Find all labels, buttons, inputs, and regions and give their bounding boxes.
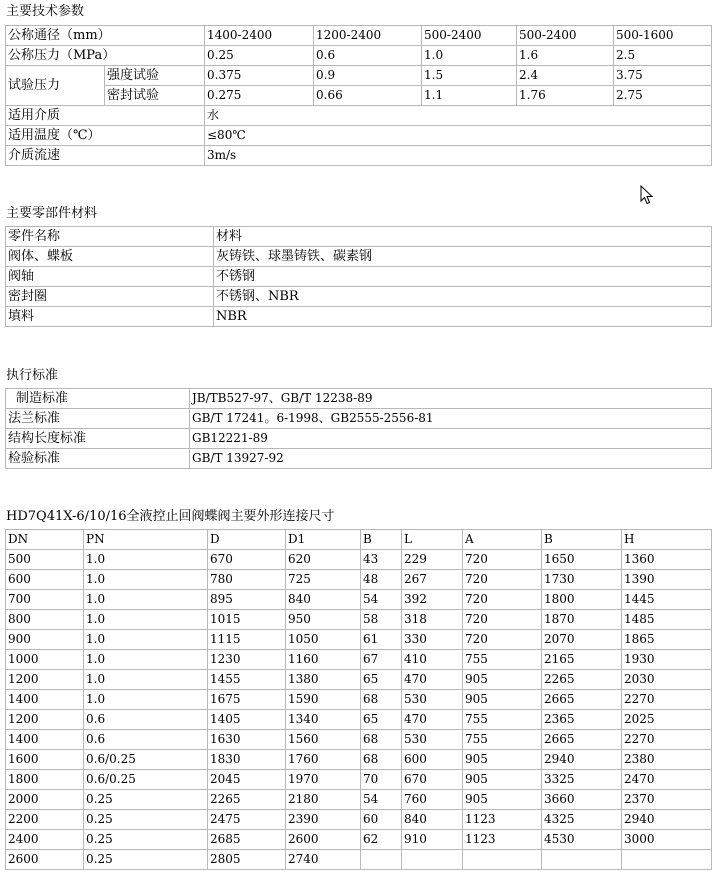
table-cell: 1.0: [84, 610, 208, 630]
table-cell: 54: [361, 790, 402, 810]
table-cell: 2665: [542, 730, 622, 750]
table-cell: 2380: [622, 750, 712, 770]
section-title-dimensions: HD7Q41X-6/10/16全液控止回阀蝶阀主要外形连接尺寸: [6, 509, 335, 524]
table-cell: 60: [361, 810, 402, 830]
table-cell: 密封圈: [6, 287, 214, 307]
table-cell: 1.0: [84, 590, 208, 610]
column-header: L: [402, 530, 463, 550]
table-row: [6, 389, 712, 409]
table-cell: 1930: [622, 650, 712, 670]
table-row: [6, 449, 712, 469]
table-cell: 755: [463, 730, 542, 750]
column-header: D: [208, 530, 286, 550]
table-row: 适用介质 水: [6, 106, 712, 126]
table-cell: 1400: [6, 730, 84, 750]
table-cell: 755: [463, 710, 542, 730]
table-cell: 检验标准: [6, 449, 190, 469]
table-cell: 2475: [208, 810, 286, 830]
table-cell: 1360: [622, 550, 712, 570]
table-cell: 760: [402, 790, 463, 810]
table-cell: 0.25: [84, 790, 208, 810]
table-cell: 2270: [622, 690, 712, 710]
table-cell: 2165: [542, 650, 622, 670]
table-cell: 2685: [208, 830, 286, 850]
table-cell: 905: [463, 770, 542, 790]
table-cell: 905: [463, 790, 542, 810]
table-cell: 阀体、蝶板: [6, 247, 214, 267]
table-cell: 1830: [208, 750, 286, 770]
table-cell: 1760: [286, 750, 361, 770]
table-row: 试验压力 强度试验 0.375 0.9 1.5 2.4 3.75: [6, 66, 712, 86]
table-cell: 1870: [542, 610, 622, 630]
table-cell: [463, 850, 542, 870]
table-cell: 720: [463, 610, 542, 630]
table-row: [6, 287, 712, 307]
column-header: DN: [6, 530, 84, 550]
table-cell: 2600: [6, 850, 84, 870]
table-cell: 1.0: [84, 550, 208, 570]
table-cell: 1560: [286, 730, 361, 750]
table-cell: 2665: [542, 690, 622, 710]
table-cell: 318: [402, 610, 463, 630]
table-cell: 720: [463, 550, 542, 570]
table-cell: 法兰标准: [6, 409, 190, 429]
table-cell: GB12221-89: [190, 429, 712, 449]
table-cell: 725: [286, 570, 361, 590]
table-row: [6, 590, 712, 610]
table-cell: 2045: [208, 770, 286, 790]
table-cell: 0.6/0.25: [84, 750, 208, 770]
table-cell: 1115: [208, 630, 286, 650]
table-cell: 65: [361, 710, 402, 730]
test-pressure-label: 试验压力: [6, 66, 105, 106]
table-cell: 700: [6, 590, 84, 610]
table-row: [6, 850, 712, 870]
table-cell: 1200: [6, 670, 84, 690]
table-cell: 1600: [6, 750, 84, 770]
table-row: 介质流速 3m/s: [6, 146, 712, 166]
table-cell: 2025: [622, 710, 712, 730]
table-cell: 1800: [542, 590, 622, 610]
table-cell: 1.0: [84, 630, 208, 650]
column-header: A: [463, 530, 542, 550]
table-cell: [402, 850, 463, 870]
table-row: [6, 247, 712, 267]
tech-params-table: [5, 25, 712, 166]
table-cell: 2030: [622, 670, 712, 690]
table-cell: 0.25: [84, 850, 208, 870]
table-cell: 43: [361, 550, 402, 570]
dimensions-table: [5, 529, 712, 870]
table-cell: 58: [361, 610, 402, 630]
table-cell: 不锈钢: [214, 267, 712, 287]
table-cell: 720: [463, 630, 542, 650]
table-cell: 2740: [286, 850, 361, 870]
table-cell: 70: [361, 770, 402, 790]
column-header: PN: [84, 530, 208, 550]
table-cell: 670: [208, 550, 286, 570]
table-cell: 54: [361, 590, 402, 610]
table-cell: 1390: [622, 570, 712, 590]
table-row: [6, 307, 712, 327]
column-header: H: [622, 530, 712, 550]
table-cell: 1630: [208, 730, 286, 750]
table-cell: 1015: [208, 610, 286, 630]
table-row: [6, 670, 712, 690]
table-header-row: [6, 530, 712, 550]
table-row: [6, 770, 712, 790]
table-cell: 1.0: [84, 670, 208, 690]
table-cell: 840: [286, 590, 361, 610]
table-cell: 61: [361, 630, 402, 650]
table-cell: 不锈钢、NBR: [214, 287, 712, 307]
table-cell: 1160: [286, 650, 361, 670]
table-cell: 0.6: [84, 710, 208, 730]
table-cell: 67: [361, 650, 402, 670]
table-cell: 2180: [286, 790, 361, 810]
table-cell: 68: [361, 750, 402, 770]
table-cell: 1650: [542, 550, 622, 570]
table-cell: 1485: [622, 610, 712, 630]
table-cell: 530: [402, 730, 463, 750]
table-cell: 229: [402, 550, 463, 570]
table-cell: 1730: [542, 570, 622, 590]
table-cell: 905: [463, 750, 542, 770]
table-cell: 4325: [542, 810, 622, 830]
table-cell: 2400: [6, 830, 84, 850]
table-cell: 1.0: [84, 570, 208, 590]
table-cell: GB/T 17241。6-1998、GB2555-2556-81: [190, 409, 712, 429]
table-cell: 1380: [286, 670, 361, 690]
table-row: [6, 570, 712, 590]
table-row: [6, 790, 712, 810]
table-cell: 800: [6, 610, 84, 630]
table-row: [6, 830, 712, 850]
table-row: 公称通径（mm） 1400-2400 1200-2400 500-2400 500-2400 500-1600: [6, 26, 712, 46]
table-cell: 1340: [286, 710, 361, 730]
table-row: [6, 810, 712, 830]
table-cell: 1675: [208, 690, 286, 710]
table-cell: 470: [402, 710, 463, 730]
table-row: [6, 730, 712, 750]
table-cell: 600: [402, 750, 463, 770]
table-cell: 填料: [6, 307, 214, 327]
standards-table: [5, 388, 712, 469]
table-cell: 2600: [286, 830, 361, 850]
table-cell: 2940: [542, 750, 622, 770]
table-cell: 灰铸铁、球墨铸铁、碳素钢: [214, 247, 712, 267]
table-cell: 950: [286, 610, 361, 630]
table-row: 公称压力（MPa） 0.25 0.6 1.0 1.6 2.5: [6, 46, 712, 66]
table-cell: 2070: [542, 630, 622, 650]
table-cell: 905: [463, 670, 542, 690]
table-cell: NBR: [214, 307, 712, 327]
table-cell: 1590: [286, 690, 361, 710]
table-cell: 1800: [6, 770, 84, 790]
section-title-standards: 执行标准: [6, 368, 59, 383]
table-cell: 600: [6, 570, 84, 590]
table-cell: 3660: [542, 790, 622, 810]
table-cell: 48: [361, 570, 402, 590]
table-cell: 68: [361, 730, 402, 750]
table-cell: 1445: [622, 590, 712, 610]
table-cell: 0.25: [84, 830, 208, 850]
table-cell: 制造标准: [6, 389, 190, 409]
table-cell: [622, 850, 712, 870]
table-cell: 62: [361, 830, 402, 850]
table-cell: 1230: [208, 650, 286, 670]
table-row: 适用温度（℃） ≤80℃: [6, 126, 712, 146]
table-cell: 392: [402, 590, 463, 610]
table-cell: 267: [402, 570, 463, 590]
table-row: [6, 267, 712, 287]
table-cell: 1.0: [84, 650, 208, 670]
table-cell: 68: [361, 690, 402, 710]
table-cell: 1123: [463, 810, 542, 830]
table-cell: 530: [402, 690, 463, 710]
table-cell: 2470: [622, 770, 712, 790]
table-cell: 2365: [542, 710, 622, 730]
table-cell: 3000: [622, 830, 712, 850]
table-cell: 720: [463, 590, 542, 610]
table-cell: 900: [6, 630, 84, 650]
table-cell: 65: [361, 670, 402, 690]
table-cell: 620: [286, 550, 361, 570]
table-cell: [361, 850, 402, 870]
table-row: [6, 550, 712, 570]
table-cell: 0.25: [84, 810, 208, 830]
section-title-tech-params: 主要技术参数: [6, 4, 85, 19]
column-header: B: [361, 530, 402, 550]
table-row: [6, 750, 712, 770]
table-row: [6, 429, 712, 449]
table-cell: [542, 850, 622, 870]
table-row: [6, 690, 712, 710]
table-cell: 1000: [6, 650, 84, 670]
table-cell: 670: [402, 770, 463, 790]
table-cell: 330: [402, 630, 463, 650]
table-cell: 470: [402, 670, 463, 690]
table-cell: 1405: [208, 710, 286, 730]
mouse-cursor-icon: [640, 185, 654, 205]
table-cell: 2265: [208, 790, 286, 810]
section-title-materials: 主要零部件材料: [6, 206, 98, 221]
table-cell: 2270: [622, 730, 712, 750]
table-cell: 2370: [622, 790, 712, 810]
table-cell: 0.6/0.25: [84, 770, 208, 790]
table-cell: 2200: [6, 810, 84, 830]
table-cell: 1.0: [84, 690, 208, 710]
table-cell: 1050: [286, 630, 361, 650]
table-cell: 840: [402, 810, 463, 830]
table-row: [6, 630, 712, 650]
table-row: [6, 610, 712, 630]
table-cell: 材料: [214, 227, 712, 247]
table-cell: 1970: [286, 770, 361, 790]
table-cell: 780: [208, 570, 286, 590]
table-cell: 1400: [6, 690, 84, 710]
table-cell: GB/T 13927-92: [190, 449, 712, 469]
table-cell: 2265: [542, 670, 622, 690]
table-row: [6, 710, 712, 730]
table-cell: 2000: [6, 790, 84, 810]
table-cell: 零件名称: [6, 227, 214, 247]
table-cell: 0.6: [84, 730, 208, 750]
table-cell: 1455: [208, 670, 286, 690]
table-cell: 410: [402, 650, 463, 670]
column-header: D1: [286, 530, 361, 550]
table-row: [6, 409, 712, 429]
table-cell: 阀轴: [6, 267, 214, 287]
table-cell: 结构长度标准: [6, 429, 190, 449]
table-cell: 895: [208, 590, 286, 610]
materials-table: [5, 226, 712, 327]
table-cell: 3325: [542, 770, 622, 790]
table-cell: 500: [6, 550, 84, 570]
table-cell: 1865: [622, 630, 712, 650]
table-row: 密封试验 0.275 0.66 1.1 1.76 2.75: [6, 86, 712, 106]
table-cell: 2390: [286, 810, 361, 830]
table-cell: 4530: [542, 830, 622, 850]
table-cell: 755: [463, 650, 542, 670]
table-cell: 720: [463, 570, 542, 590]
table-row: [6, 650, 712, 670]
table-cell: 2940: [622, 810, 712, 830]
table-cell: 2805: [208, 850, 286, 870]
table-row: [6, 227, 712, 247]
column-header: B: [542, 530, 622, 550]
table-cell: 1123: [463, 830, 542, 850]
table-cell: 910: [402, 830, 463, 850]
table-cell: 1200: [6, 710, 84, 730]
table-cell: 905: [463, 690, 542, 710]
table-cell: JB/TB527-97、GB/T 12238-89: [190, 389, 712, 409]
